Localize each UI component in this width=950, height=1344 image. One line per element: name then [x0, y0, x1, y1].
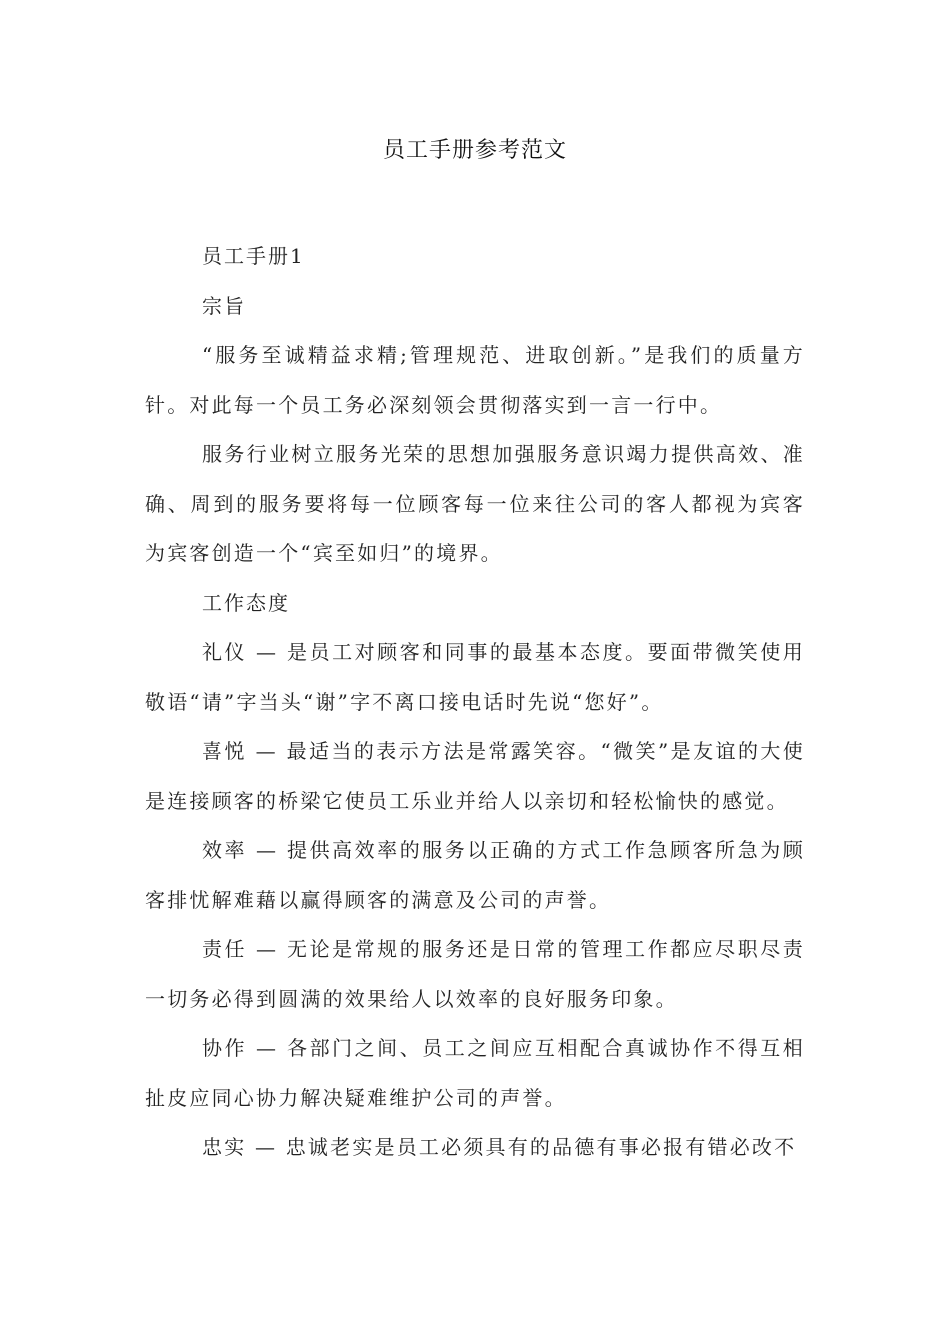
paragraph-efficiency: 效率 — 提供高效率的服务以正确的方式工作急顾客所急为顾客排忧解难藉以赢得顾客的满意及公司的声誉。: [145, 838, 805, 912]
paragraph-responsibility: 责任 — 无论是常规的服务还是日常的管理工作都应尽职尽责一切务必得到圆满的效果给人以效率的良好服务印象。: [145, 937, 805, 1011]
section-heading-handbook: 员工手册1: [202, 244, 305, 268]
paragraph-loyalty: 忠实 — 忠诚老实是员工必须具有的品德有事必报有错必改不: [202, 1135, 797, 1159]
section-heading-purpose: 宗旨: [202, 293, 246, 318]
paragraph-service-awareness: 服务行业树立服务光荣的思想加强服务意识竭力提供高效、准确、周到的服务要将每一位顾客每一位来往公司的客人都视为宾客为宾客创造一个“宾至如归”的境界。: [145, 442, 805, 565]
section-heading-work-attitude: 工作态度: [202, 590, 290, 615]
document-body: [145, 232, 805, 1173]
paragraph-joy: 喜悦 — 最适当的表示方法是常露笑容。“微笑”是友谊的大使是连接顾客的桥梁它使员工乐业并给人以亲切和轻松愉快的感觉。: [145, 739, 805, 813]
document-title: 员工手册参考范文: [382, 138, 567, 163]
paragraph-cooperation: 协作 — 各部门之间、员工之间应互相配合真诚协作不得互相扯皮应同心协力解决疑难维护公司的声誉。: [145, 1036, 805, 1110]
paragraph-etiquette: 礼仪 — 是员工对顾客和同事的最基本态度。要面带微笑使用敬语“请”字当头“谢”字不离口接电话时先说“您好”。: [145, 640, 805, 714]
paragraph-quality-policy: “服务至诚精益求精;管理规范、进取创新。”是我们的质量方针。对此每一个员工务必深刻领会贯彻落实到一言一行中。: [145, 343, 805, 417]
